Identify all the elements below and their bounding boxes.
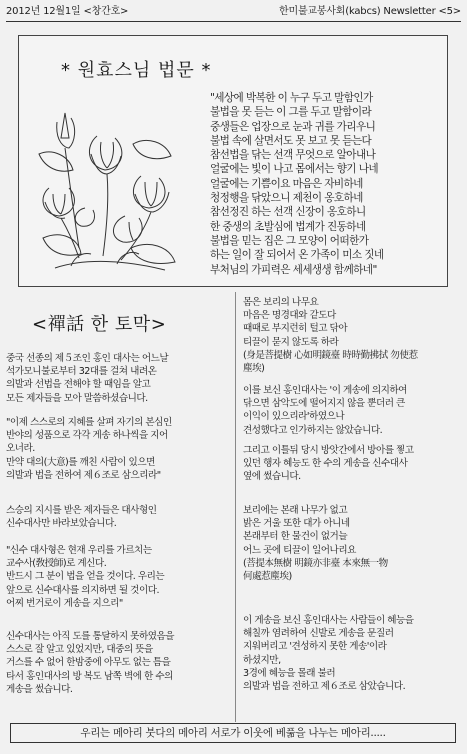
dharma-talk-box xyxy=(18,35,448,287)
story-paragraph: 몸은 보리의 나무요 마음은 명경대와 같도다 때때로 부지런히 털고 닦아 티끌이 묻지 않도록 하라 (身是菩提樹 心如明鏡臺 時時勤拂拭 勿使惹 塵埃) xyxy=(243,297,418,375)
story-paragraph: 이를 보신 홍인대사는 '이 게송에 의지하여 닦으면 삼악도에 떨어지지 않을 뿐더러 큰 이익이 있으리라'하였으나 견성했다고 인가하지는 않았습니다. xyxy=(243,385,407,436)
zen-story-title: <禪話 한 토막> xyxy=(32,314,167,335)
newsletter-name: 한미불교봉사회(kabcs) Newsletter <5> xyxy=(279,6,461,17)
dharma-poem: "세상에 박복한 이 누구 두고 말함인가 불법을 못 듣는 이 그를 두고 말함이라 중생들은 업장으로 눈과 귀를 가리우니 불법 속에 살면서도 못 보고 못 듣는다 참선법을 닦는 선객 무엇으로 알아내나 얼굴에는 빛이 나고 몸에서는 향기 나네 얼굴에는 기쁨이요 마음은 자비하네 청정행을 닦았으니 제천이 옹호하네 참선정진 하는 선객 신장이 옹호하니 한 중생의 초발심에 법계가 진동하네 불법을 믿는 집은 그 모양이 어떠한가 하는 일이 잘 되어서 온 가족이 미소 짓네 부처님의 가피력은 세세생생 함께하네" xyxy=(210,92,384,276)
dharma-title: * 원효스님 법문 * xyxy=(61,60,212,81)
story-paragraph: 보리에는 본래 나무가 없고 밝은 거울 또한 대가 아니네 본래부터 한 물건이 없거늘 어느 곳에 티끌이 일어나리요 (菩提本無樹 明鏡亦非臺 本來無一物 何處惹塵埃) xyxy=(243,505,388,583)
footer-motto: 우리는 메아리 붓다의 메아리 서로가 이웃에 베풂을 나누는 메아리..... xyxy=(10,723,456,743)
story-paragraph: "신수 대사형은 현재 우리를 가르치는 교수사(敎授師)로 계신다. 반드시 그 분이 법을 얻을 것이다. 우리는 앞으로 신수대사를 의지하면 될 것이다. 어찌 번거로이 게송을 지으리" xyxy=(6,545,165,609)
story-paragraph: 이 게송을 보신 홍인대사는 사람들이 혜능을 해칠까 염려하여 신발로 게송을 문질러 지워버리고 '견성하지 못한 게송'이라 하셨지만, 3경에 혜능을 몰래 불러 의발과 법을 전하고 제６조로 삼았습니다. xyxy=(243,615,414,693)
story-paragraph: 신수대사는 아직 도를 통달하지 못하였음을 스스로 잘 알고 있었지만, 대중의 뜻을 거스를 수 없어 한밤중에 아무도 없는 틈을 타서 홍인대사의 방 복도 남쪽 벽에 한 수의 게송을 썼습니다. xyxy=(6,631,175,695)
story-paragraph: 중국 선종의 제５조인 홍인 대사는 어느날 석가모니불로부터 32대를 걸쳐 내려온 의발과 선법을 전해야 할 때임을 알고 모든 제자들을 모아 말씀하셨습니다. xyxy=(6,353,169,404)
column-divider xyxy=(235,292,236,722)
story-paragraph: "이제 스스로의 지혜를 살펴 자기의 본심인 반야의 성품으로 각각 게송 하나씩을 지어 오너라. 만약 대의(大意)를 깨친 사람이 있으면 의발과 법을 전하여 제６조로 삼으리라" xyxy=(6,417,172,481)
header-divider xyxy=(6,21,461,22)
story-paragraph: 그리고 이틀뒤 당시 방앗간에서 방아를 찧고 있던 행자 혜능도 한 수의 게송을 신수대사 옆에 썼습니다. xyxy=(243,445,414,483)
issue-date: 2012년 12월1일 <창간호> xyxy=(6,6,129,17)
story-paragraph: 스승의 지시를 받은 제자들은 대사형인 신수대사만 바라보았습니다. xyxy=(6,505,157,530)
lotus-illustration xyxy=(35,98,185,276)
page-header xyxy=(6,4,461,20)
